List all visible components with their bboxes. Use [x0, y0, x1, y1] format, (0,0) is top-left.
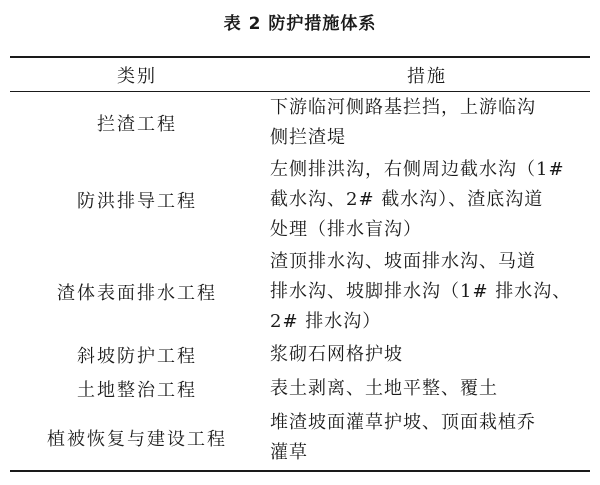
- table-row: [10, 338, 590, 372]
- table-row: [10, 406, 590, 471]
- category-cell: 拦渣工程: [97, 114, 177, 135]
- measures-line: 渣顶排水沟、坡面排水沟、马道: [270, 251, 536, 272]
- table-row: [10, 92, 590, 155]
- measures-cell: [264, 372, 590, 406]
- measures-line: 截水沟、2# 截水沟）、渣底沟道: [270, 189, 544, 210]
- measures-cell: [264, 406, 590, 471]
- measures-cell: [264, 154, 590, 246]
- header-measures: 措施: [407, 65, 447, 87]
- table-row: [10, 372, 590, 406]
- category-cell: 防洪排导工程: [77, 191, 197, 212]
- table-header-row: [10, 57, 590, 92]
- category-cell: 土地整治工程: [77, 380, 197, 401]
- measures-line: 灌草: [270, 442, 308, 463]
- measures-line: 左侧排洪沟，右侧周边截水沟（1#: [270, 159, 565, 180]
- category-cell: 植被恢复与建设工程: [47, 429, 227, 450]
- measures-line: 下游临河侧路基拦挡，上游临沟: [270, 97, 536, 118]
- measures-line: 排水沟、坡脚排水沟（1# 排水沟、: [270, 281, 572, 302]
- measures-line: 浆砌石网格护坡: [270, 344, 403, 365]
- table-row: [10, 246, 590, 338]
- measures-line: 2# 排水沟）: [270, 311, 382, 332]
- header-category: 类别: [117, 65, 157, 87]
- measures-line: 侧拦渣堤: [270, 127, 346, 148]
- table-caption: 表 2 防护措施体系: [223, 14, 377, 34]
- measures-line: 堆渣坡面灌草护坡、顶面栽植乔: [270, 412, 536, 433]
- measures-cell: [264, 246, 590, 338]
- measures-line: 表土剥离、土地平整、覆土: [270, 378, 498, 399]
- measures-cell: [264, 92, 590, 155]
- measures-line: 处理（排水盲沟）: [270, 219, 422, 240]
- table-row: [10, 154, 590, 246]
- measures-cell: [264, 338, 590, 372]
- category-cell: 斜坡防护工程: [77, 346, 197, 367]
- protection-measures-table: [10, 56, 590, 472]
- category-cell: 渣体表面排水工程: [57, 283, 217, 304]
